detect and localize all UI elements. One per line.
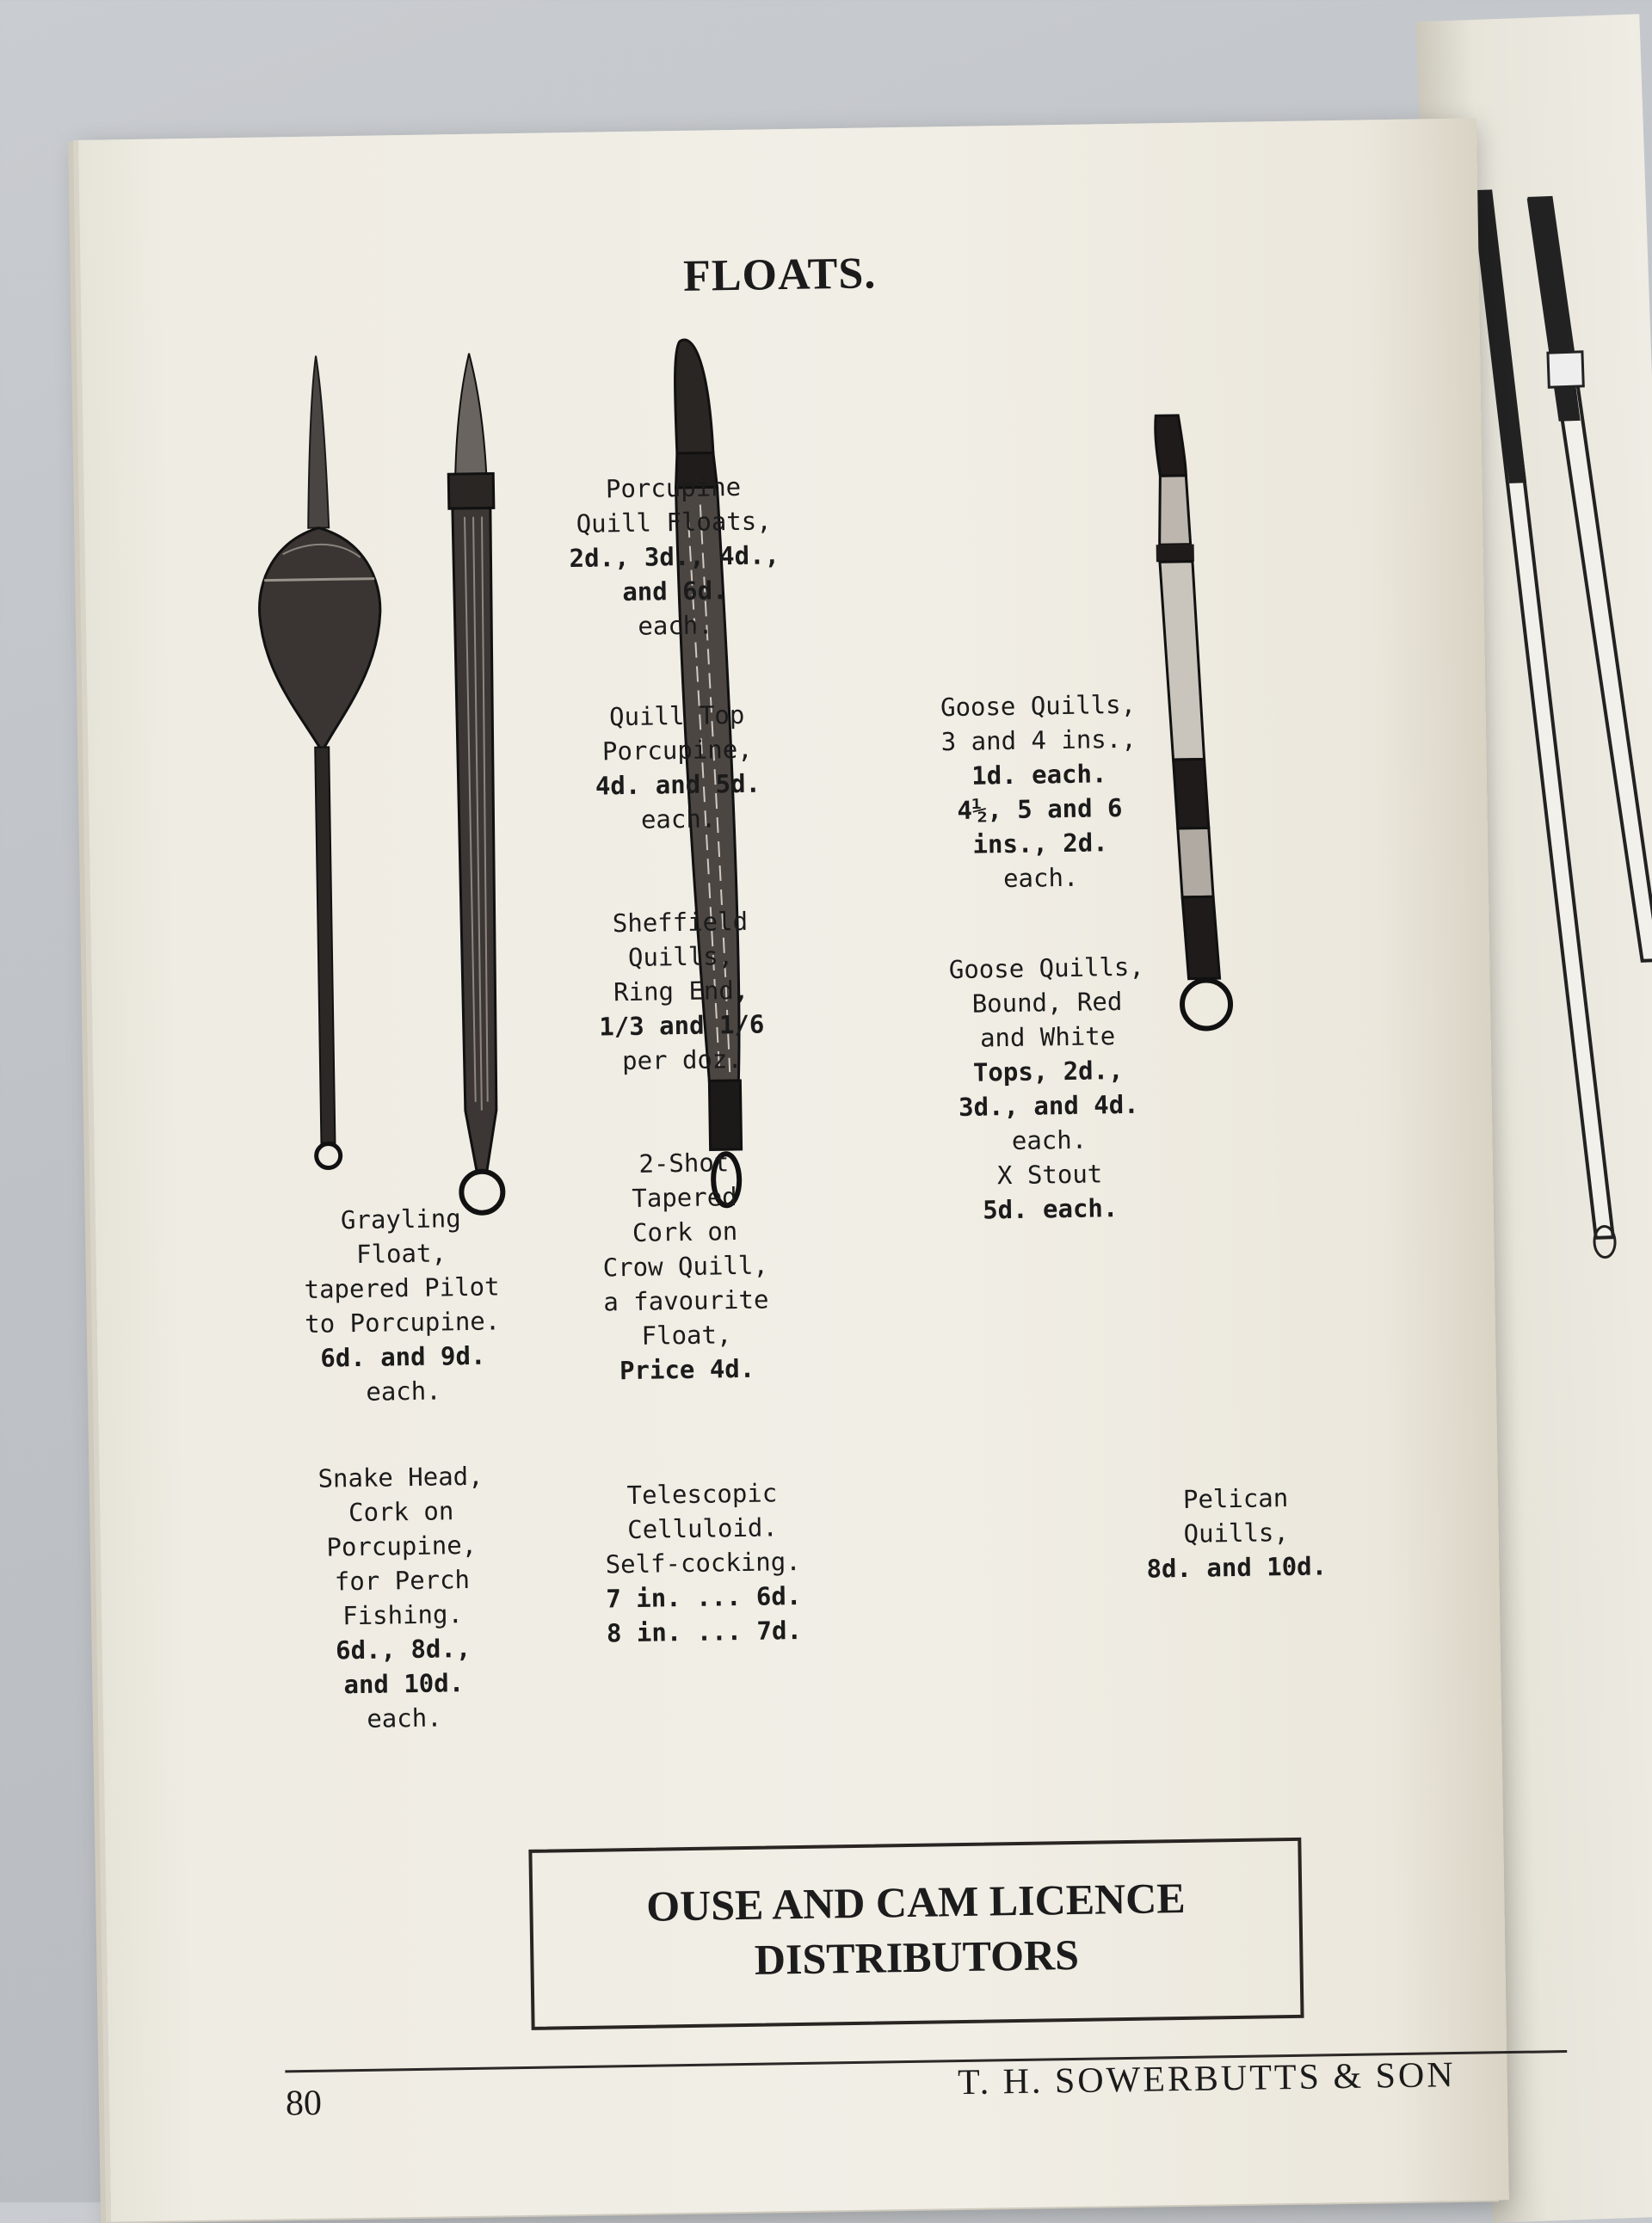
desc-line: and White [979, 1021, 1116, 1053]
pelican-quills-description [1106, 1480, 1366, 1587]
desc-line: each. [638, 610, 713, 641]
desc-line: Porcupine, [601, 734, 753, 767]
snake-head-float-description [293, 1458, 512, 1737]
desc-line: Self-cocking. [605, 1546, 801, 1580]
goose-quills-description [909, 687, 1170, 897]
desc-price-line: 3d., and 4d. [958, 1089, 1139, 1122]
grayling-float-description [293, 1200, 512, 1410]
desc-line: X Stout [996, 1159, 1103, 1191]
quill-top-porcupine-description [556, 697, 798, 838]
desc-line: Quills, [627, 941, 734, 972]
sheffield-quills-description [559, 903, 803, 1079]
desc-price-line: 1/3 and 1/6 [599, 1009, 765, 1042]
desc-line: Telescopic [626, 1478, 778, 1511]
desc-line: each. [1011, 1124, 1088, 1156]
goose-quills-bound-description [913, 949, 1184, 1228]
desc-line: Quills, [1183, 1518, 1290, 1549]
desc-line: Bound, Red [971, 986, 1123, 1019]
desc-line: Pelican [1182, 1483, 1289, 1514]
desc-line: Fishing. [342, 1599, 464, 1631]
desc-line: Cork on [348, 1496, 454, 1528]
desc-line: per doz. [621, 1044, 743, 1076]
desc-line: tapered Pilot [304, 1272, 500, 1304]
desc-line: Porcupine, [326, 1530, 478, 1562]
publisher-name: T. H. SOWERBUTTS & SON [957, 2055, 1456, 2103]
desc-line: Goose Quills, [948, 951, 1145, 985]
desc-line: Float, [641, 1320, 732, 1351]
desc-line: Porcupine [605, 471, 742, 504]
desc-line: Cork on [632, 1216, 738, 1247]
grayling-float-illustration [254, 354, 396, 1199]
desc-price-line: and 10d. [343, 1668, 465, 1700]
desc-line: 2-Shot [638, 1148, 730, 1179]
desc-price-line: Tops, 2d., [972, 1055, 1124, 1087]
desc-line: Quill Floats, [576, 506, 772, 539]
telescopic-celluloid-description [569, 1475, 838, 1651]
desc-price-line: 4d. and 5d. [595, 768, 761, 801]
desc-price-line: and 6d. [622, 576, 728, 607]
desc-price-line: 2d., 3d., 4d., [569, 540, 780, 574]
licence-distributors-box [528, 1838, 1304, 2030]
desc-price-line: 6d., 8d., [335, 1633, 472, 1666]
desc-line: a favourite [603, 1284, 769, 1317]
desc-price-line: ins., 2d. [972, 828, 1108, 859]
desc-line: Quill Top [608, 699, 745, 732]
desc-line: each. [366, 1376, 441, 1407]
desc-line: 3 and 4 ins., [940, 724, 1137, 757]
desc-line: for Perch [334, 1564, 471, 1597]
desc-line: Tapered [632, 1182, 737, 1213]
desc-line: Crow Quill, [602, 1250, 769, 1283]
licence-distributors-text: OUSE AND CAM LICENCE DISTRIBUTORS [645, 1873, 1187, 1984]
desc-price-line: Price 4d. [619, 1353, 755, 1386]
desc-line: Snake Head, [317, 1461, 484, 1493]
desc-price-line: 5d. each. [982, 1193, 1119, 1225]
desc-line: each. [640, 804, 717, 834]
desc-line: Grayling [340, 1204, 461, 1235]
desc-price-line: 4½, 5 and 6 [957, 792, 1123, 825]
page-title: FLOATS. [682, 249, 877, 301]
desc-line: each. [1002, 862, 1079, 894]
porcupine-quill-float-illustration [417, 353, 534, 1215]
desc-line: Sheffield [612, 906, 749, 939]
desc-price-line: 8d. and 10d. [1146, 1551, 1328, 1584]
desc-line: Goose Quills, [940, 689, 1137, 723]
two-shot-float-description [564, 1144, 808, 1389]
page-number: 80 [285, 2083, 323, 2124]
catalogue-page [78, 118, 1509, 2221]
desc-line: Ring End, [613, 975, 749, 1007]
desc-line: each. [367, 1703, 442, 1733]
desc-price-line: 8 in. ... 7d. [606, 1615, 803, 1648]
desc-price-line: 7 in. ... 6d. [606, 1580, 802, 1614]
desc-line: Float, [355, 1238, 447, 1269]
desc-price-line: 6d. and 9d. [320, 1340, 486, 1373]
desc-line: Celluloid. [626, 1512, 779, 1545]
desc-line: to Porcupine. [304, 1306, 501, 1339]
desc-price-line: 1d. each. [971, 759, 1107, 791]
porcupine-quill-floats-description [552, 469, 796, 644]
